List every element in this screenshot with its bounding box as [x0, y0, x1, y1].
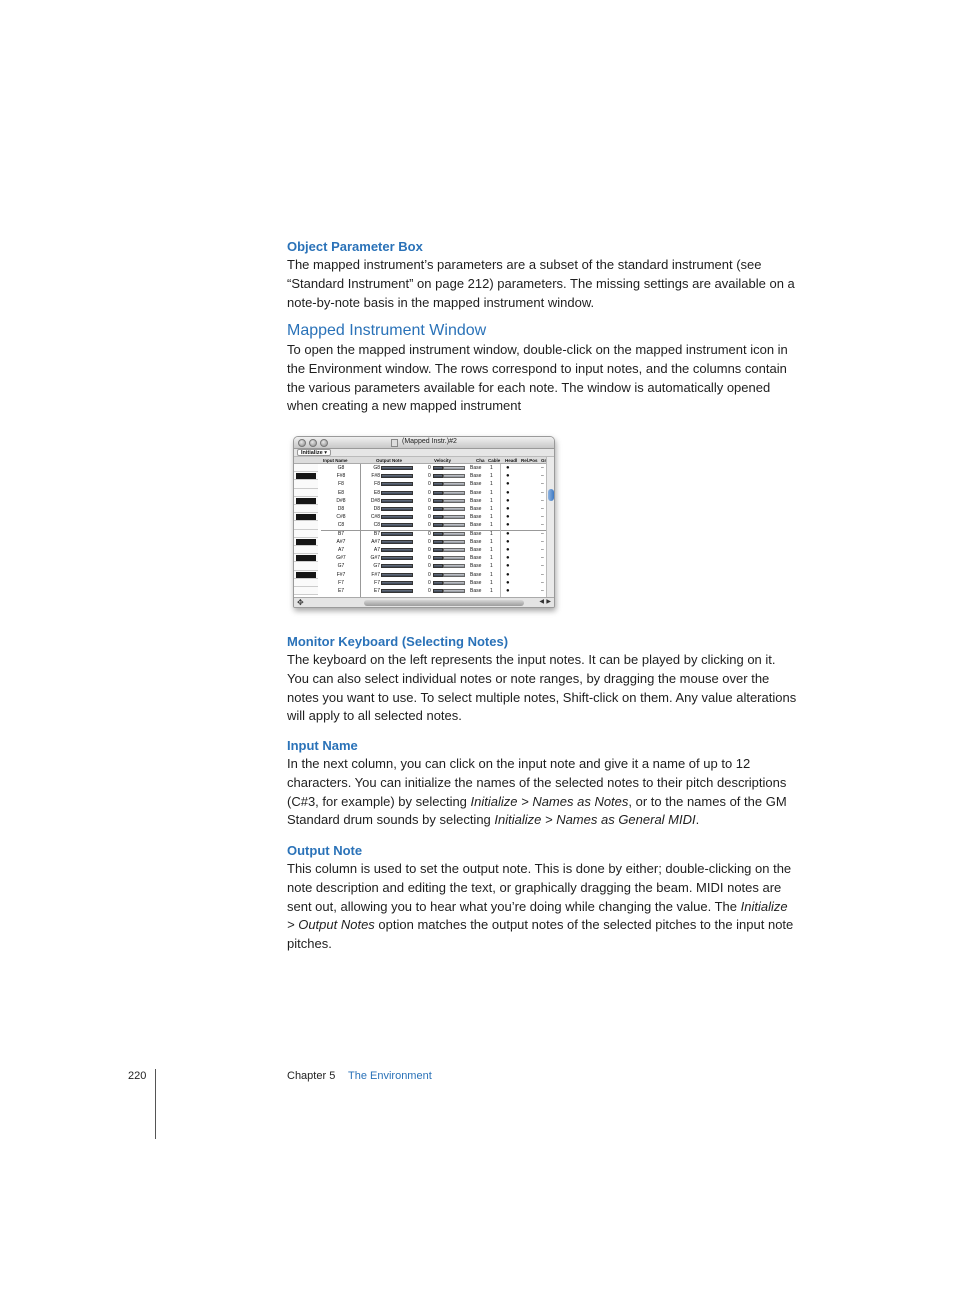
input-name-cell[interactable]: C8 — [337, 522, 345, 529]
output-note-cell[interactable]: E8 — [373, 489, 380, 496]
channel-cell[interactable]: 1 — [490, 547, 493, 553]
input-name-cell[interactable]: G8 — [337, 465, 345, 471]
paragraph-object-parameter-box: The mapped instrument’s parameters are a subset of the standard instrument (see “Standard Instrument” on page 212) parameters. The missing settings are available on a note-by-note basis in the mapped instrument window. — [287, 257, 795, 310]
input-name-cell[interactable]: B7 — [337, 530, 345, 537]
close-icon[interactable] — [298, 439, 306, 447]
keyboard-key[interactable] — [294, 530, 318, 538]
note-head-icon[interactable]: ● — [506, 571, 510, 578]
cable-cell[interactable]: Base — [470, 538, 482, 545]
output-note-cell[interactable]: F8 — [374, 481, 380, 488]
output-note-cell[interactable]: E7 — [373, 588, 380, 594]
table-row[interactable] — [294, 497, 548, 505]
channel-cell[interactable]: 1 — [490, 555, 493, 562]
table-row[interactable] — [294, 521, 548, 529]
group-cell[interactable]: – — [541, 563, 544, 570]
output-note-beam[interactable] — [381, 523, 413, 527]
section-mapped-instrument-window — [287, 321, 797, 416]
column-divider — [500, 464, 501, 598]
velocity-beam-dark[interactable] — [433, 581, 443, 585]
document-icon — [391, 439, 398, 447]
initialize-menu-button[interactable]: Initialize ▾ — [297, 449, 331, 456]
velocity-cell[interactable]: 0 — [428, 571, 431, 578]
table-row[interactable] — [294, 464, 548, 472]
output-note-beam[interactable] — [381, 507, 413, 511]
group-cell[interactable]: – — [541, 530, 544, 537]
keyboard-key[interactable] — [294, 513, 318, 521]
group-cell[interactable]: – — [541, 473, 544, 480]
paragraph-input-name — [287, 755, 797, 830]
black-key[interactable] — [296, 498, 316, 504]
cable-cell[interactable]: Base — [470, 514, 482, 521]
channel-cell[interactable]: 1 — [490, 530, 493, 537]
channel-cell[interactable]: 1 — [490, 588, 493, 594]
velocity-beam[interactable] — [443, 482, 465, 486]
velocity-cell[interactable]: 0 — [428, 522, 431, 529]
group-cell[interactable]: – — [541, 579, 544, 586]
cable-cell[interactable]: Base — [470, 465, 482, 471]
channel-cell[interactable]: 1 — [490, 579, 493, 586]
table-row[interactable] — [294, 489, 548, 497]
black-key[interactable] — [296, 514, 316, 520]
keyboard-key[interactable] — [294, 480, 318, 488]
keyboard-key[interactable] — [294, 521, 318, 529]
group-cell[interactable]: – — [541, 514, 544, 521]
output-note-beam[interactable] — [381, 499, 413, 503]
horizontal-scroll-thumb[interactable] — [364, 600, 524, 606]
text-run: This column is used to set the output note. This is done by either; double-clicking on the note description and editing the text, or graphically dragging the beam. MIDI notes are sent out, allowing you to hear what you’re doing while changing the value. The — [287, 861, 792, 914]
scroll-right-icon[interactable]: ▶ — [546, 599, 551, 605]
keyboard-key[interactable] — [294, 497, 318, 505]
section-input-name — [287, 737, 797, 830]
paragraph-output-note — [287, 860, 797, 954]
note-head-icon[interactable]: ● — [506, 473, 510, 480]
input-name-cell[interactable]: D#8 — [336, 497, 346, 504]
input-name-cell[interactable]: F8 — [338, 481, 344, 488]
header-headl: Headl — [505, 458, 518, 463]
group-cell[interactable]: – — [541, 555, 544, 562]
velocity-cell[interactable]: 0 — [428, 489, 431, 496]
keyboard-key[interactable] — [294, 489, 318, 497]
mapped-instrument-window-screenshot — [293, 436, 555, 608]
group-cell[interactable]: – — [541, 547, 544, 553]
output-note-cell[interactable]: F7 — [374, 579, 380, 586]
input-name-cell[interactable]: A7 — [337, 547, 345, 553]
group-cell[interactable]: – — [541, 481, 544, 488]
velocity-beam-dark[interactable] — [433, 499, 443, 503]
keyboard-key[interactable] — [294, 505, 318, 513]
velocity-beam-dark[interactable] — [433, 556, 443, 560]
column-divider — [360, 464, 361, 598]
black-key[interactable] — [296, 473, 316, 479]
header-cha: Cha — [476, 458, 485, 463]
velocity-beam[interactable] — [443, 507, 465, 511]
channel-cell[interactable]: 1 — [490, 481, 493, 488]
paragraph-mapped-instrument-window: To open the mapped instrument window, double-click on the mapped instrument icon in the Environment window. The rows correspond to input notes, and the columns contain the various parameters available for each note. The window is automatically opened when creating a new mapped instrument — [287, 342, 788, 414]
velocity-beam[interactable] — [443, 589, 465, 593]
input-name-cell[interactable]: F#8 — [336, 473, 346, 480]
velocity-beam-dark[interactable] — [433, 482, 443, 486]
velocity-beam[interactable] — [443, 573, 465, 577]
menu-path: Initialize > Output Notes — [287, 898, 788, 933]
heading-output-note: Output Note — [287, 843, 363, 858]
table-row[interactable] — [294, 571, 548, 579]
output-note-cell[interactable]: G8 — [373, 465, 380, 471]
note-head-icon[interactable]: ● — [506, 579, 510, 586]
output-note-beam[interactable] — [381, 466, 413, 470]
keyboard-key[interactable] — [294, 587, 318, 595]
velocity-beam-dark[interactable] — [433, 548, 443, 552]
note-head-icon[interactable]: ● — [506, 563, 510, 570]
velocity-beam-dark[interactable] — [433, 532, 443, 536]
note-grid — [294, 464, 554, 598]
group-cell[interactable]: – — [541, 506, 544, 512]
group-cell[interactable]: – — [541, 497, 544, 504]
initialize-label: Initialize — [301, 450, 323, 456]
output-note-cell[interactable]: D#8 — [370, 497, 380, 504]
channel-cell[interactable]: 1 — [490, 489, 493, 496]
channel-cell[interactable]: 1 — [490, 473, 493, 480]
scroll-thumb[interactable] — [548, 489, 554, 501]
minimize-icon[interactable] — [309, 439, 317, 447]
note-head-icon[interactable]: ● — [506, 481, 510, 488]
cable-cell[interactable]: Base — [470, 522, 482, 529]
note-head-icon[interactable]: ● — [506, 522, 510, 529]
output-note-cell[interactable]: C#8 — [370, 514, 380, 521]
table-row[interactable] — [294, 579, 548, 587]
note-head-icon[interactable]: ● — [506, 555, 510, 562]
table-row[interactable] — [294, 538, 548, 546]
output-note-beam[interactable] — [381, 556, 413, 560]
channel-cell[interactable]: 1 — [490, 465, 493, 471]
note-head-icon[interactable]: ● — [506, 547, 510, 553]
header-relpos: Rel.Pos — [521, 458, 538, 463]
output-note-beam[interactable] — [381, 482, 413, 486]
output-note-beam[interactable] — [381, 540, 413, 544]
velocity-beam-dark[interactable] — [433, 589, 443, 593]
input-name-cell[interactable]: F#7 — [336, 571, 346, 578]
velocity-beam-dark[interactable] — [433, 564, 443, 568]
input-name-cell[interactable]: E7 — [337, 588, 345, 594]
velocity-cell[interactable]: 0 — [428, 497, 431, 504]
group-cell[interactable]: – — [541, 489, 544, 496]
velocity-beam[interactable] — [443, 499, 465, 503]
header-output-note: Output Note — [376, 458, 402, 463]
output-note-cell[interactable]: B7 — [373, 530, 380, 537]
velocity-cell[interactable]: 0 — [428, 547, 431, 553]
window-title: (Mapped Instr.)#2 — [402, 438, 457, 445]
table-row[interactable] — [294, 562, 548, 570]
output-note-cell[interactable]: F#8 — [371, 473, 380, 480]
channel-cell[interactable]: 1 — [490, 497, 493, 504]
output-note-beam[interactable] — [381, 532, 413, 536]
cable-cell[interactable]: Base — [470, 530, 482, 537]
cable-cell[interactable]: Base — [470, 571, 482, 578]
output-note-beam[interactable] — [381, 581, 413, 585]
velocity-beam-dark[interactable] — [433, 515, 443, 519]
output-note-cell[interactable]: C8 — [373, 522, 380, 529]
input-name-cell[interactable]: A#7 — [336, 538, 346, 545]
horizontal-scrollbar[interactable] — [294, 597, 554, 607]
velocity-beam[interactable] — [443, 556, 465, 560]
section-output-note — [287, 842, 797, 954]
velocity-beam-dark[interactable] — [433, 573, 443, 577]
chapter-label: Chapter 5 — [287, 1070, 336, 1082]
page-number: 220 — [128, 1070, 147, 1082]
velocity-cell[interactable]: 0 — [428, 563, 431, 570]
output-note-cell[interactable]: A#7 — [371, 538, 380, 545]
text-run: . — [695, 812, 700, 828]
group-cell[interactable]: – — [541, 588, 544, 594]
channel-cell[interactable]: 1 — [490, 506, 493, 512]
black-key[interactable] — [296, 539, 316, 545]
note-head-icon[interactable]: ● — [506, 465, 510, 471]
velocity-cell[interactable]: 0 — [428, 530, 431, 537]
text-run: , or to the names of the GM Standard drum sounds by selecting — [287, 793, 787, 828]
keyboard-key[interactable] — [294, 554, 318, 562]
channel-cell[interactable]: 1 — [490, 571, 493, 578]
velocity-beam-dark[interactable] — [433, 466, 443, 470]
black-key[interactable] — [296, 572, 316, 578]
output-note-beam[interactable] — [381, 515, 413, 519]
keyboard-key[interactable] — [294, 562, 318, 570]
window-menubar — [294, 449, 554, 457]
note-head-icon[interactable]: ● — [506, 514, 510, 521]
header-cable: Cable — [488, 458, 501, 463]
cable-cell[interactable]: Base — [470, 473, 482, 480]
output-note-beam[interactable] — [381, 548, 413, 552]
note-head-icon[interactable]: ● — [506, 538, 510, 545]
note-head-icon[interactable]: ● — [506, 506, 510, 512]
black-key[interactable] — [296, 555, 316, 561]
velocity-beam-dark[interactable] — [433, 507, 443, 511]
note-head-icon[interactable]: ● — [506, 530, 510, 537]
velocity-cell[interactable]: 0 — [428, 579, 431, 586]
output-note-beam[interactable] — [381, 589, 413, 593]
heading-input-name: Input Name — [287, 738, 358, 753]
velocity-beam[interactable] — [443, 466, 465, 470]
vertical-scrollbar[interactable] — [546, 457, 554, 599]
input-name-cell[interactable]: D8 — [337, 506, 345, 512]
text-run: option matches the output notes of the selected pitches to the input note pitches. — [287, 917, 794, 952]
channel-cell[interactable]: 1 — [490, 514, 493, 521]
table-row[interactable] — [294, 587, 548, 595]
cable-cell[interactable]: Base — [470, 506, 482, 512]
heading-object-parameter-box: Object Parameter Box — [287, 239, 423, 254]
velocity-beam[interactable] — [443, 523, 465, 527]
cable-cell[interactable]: Base — [470, 563, 482, 570]
output-note-beam[interactable] — [381, 491, 413, 495]
channel-cell[interactable]: 1 — [490, 563, 493, 570]
window-titlebar — [294, 437, 554, 449]
keyboard-key[interactable] — [294, 464, 318, 472]
output-note-beam[interactable] — [381, 474, 413, 478]
menu-path: Initialize > Names as General MIDI — [494, 812, 696, 828]
table-row[interactable] — [294, 546, 548, 554]
velocity-cell[interactable]: 0 — [428, 506, 431, 512]
velocity-beam-dark[interactable] — [433, 491, 443, 495]
cable-cell[interactable]: Base — [470, 489, 482, 496]
footer-rule — [155, 1069, 156, 1139]
velocity-cell[interactable]: 0 — [428, 465, 431, 471]
cable-cell[interactable]: Base — [470, 481, 482, 488]
table-row[interactable] — [294, 472, 548, 480]
cable-cell[interactable]: Base — [470, 547, 482, 553]
velocity-beam[interactable] — [443, 491, 465, 495]
zoom-icon[interactable] — [320, 439, 328, 447]
velocity-beam[interactable] — [443, 548, 465, 552]
output-note-cell[interactable]: F#7 — [371, 571, 380, 578]
note-head-icon[interactable]: ● — [506, 588, 510, 594]
paragraph-monitor-keyboard: The keyboard on the left represents the input notes. It can be played by clicking on it. You can also select individual notes or note ranges, by dragging the mouse over the notes you want to use. To select multiple notes, Shift-click on them. Any value alterations will apply to all selected notes. — [287, 652, 797, 724]
keyboard-key[interactable] — [294, 472, 318, 480]
velocity-beam[interactable] — [443, 515, 465, 519]
channel-cell[interactable]: 1 — [490, 538, 493, 545]
output-note-beam[interactable] — [381, 573, 413, 577]
crosshair-icon[interactable]: ✥ — [297, 598, 304, 607]
output-note-cell[interactable]: A7 — [373, 547, 380, 553]
section-monitor-keyboard — [287, 633, 797, 726]
menu-path: Initialize > Names as Notes — [470, 793, 629, 809]
chapter-title: The Environment — [348, 1070, 432, 1082]
section-object-parameter-box — [287, 238, 797, 312]
header-gr: Gr — [541, 458, 547, 463]
cable-cell[interactable]: Base — [470, 588, 482, 594]
velocity-beam[interactable] — [443, 540, 465, 544]
group-cell[interactable]: – — [541, 522, 544, 529]
column-header — [294, 457, 554, 464]
table-row[interactable] — [294, 530, 548, 538]
heading-monitor-keyboard: Monitor Keyboard (Selecting Notes) — [287, 634, 509, 649]
input-name-cell[interactable]: G#7 — [336, 555, 346, 562]
input-name-cell[interactable]: E8 — [337, 489, 345, 496]
velocity-cell[interactable]: 0 — [428, 473, 431, 480]
output-note-cell[interactable]: D8 — [373, 506, 380, 512]
keyboard-key[interactable] — [294, 546, 318, 554]
velocity-beam-dark[interactable] — [433, 474, 443, 478]
keyboard-key[interactable] — [294, 579, 318, 587]
cable-cell[interactable]: Base — [470, 555, 482, 562]
velocity-cell[interactable]: 0 — [428, 481, 431, 488]
cable-cell[interactable]: Base — [470, 579, 482, 586]
table-row[interactable] — [294, 505, 548, 513]
velocity-beam-dark[interactable] — [433, 540, 443, 544]
output-note-beam[interactable] — [381, 564, 413, 568]
velocity-beam[interactable] — [443, 581, 465, 585]
note-head-icon[interactable]: ● — [506, 497, 510, 504]
table-row[interactable] — [294, 480, 548, 488]
velocity-beam-dark[interactable] — [433, 523, 443, 527]
text-run: In the next column, you can click on the input note and give it a name of up to 12 characters. You can initialize the names of the selected notes to their pitch descriptions (C#3, for example) by selecting — [287, 756, 787, 809]
velocity-cell[interactable]: 0 — [428, 588, 431, 594]
header-input-name: Input Name — [323, 458, 348, 463]
note-head-icon[interactable]: ● — [506, 489, 510, 496]
velocity-cell[interactable]: 0 — [428, 514, 431, 521]
output-note-cell[interactable]: G#7 — [370, 555, 380, 562]
velocity-cell[interactable]: 0 — [428, 538, 431, 545]
velocity-beam[interactable] — [443, 532, 465, 536]
velocity-beam[interactable] — [443, 564, 465, 568]
input-name-cell[interactable]: F7 — [338, 579, 344, 586]
group-cell[interactable]: – — [541, 538, 544, 545]
output-note-cell[interactable]: G7 — [373, 563, 380, 570]
cable-cell[interactable]: Base — [470, 497, 482, 504]
group-cell[interactable]: – — [541, 571, 544, 578]
heading-mapped-instrument-window: Mapped Instrument Window — [287, 322, 487, 339]
group-cell[interactable]: – — [541, 465, 544, 471]
scroll-left-icon[interactable]: ◀ — [539, 599, 544, 605]
input-name-cell[interactable]: C#8 — [336, 514, 346, 521]
channel-cell[interactable]: 1 — [490, 522, 493, 529]
velocity-beam[interactable] — [443, 474, 465, 478]
input-name-cell[interactable]: G7 — [337, 563, 345, 570]
keyboard-key[interactable] — [294, 538, 318, 546]
velocity-cell[interactable]: 0 — [428, 555, 431, 562]
keyboard-key[interactable] — [294, 571, 318, 579]
header-velocity: Velocity — [434, 458, 452, 463]
table-row[interactable] — [294, 554, 548, 562]
table-row[interactable] — [294, 513, 548, 521]
